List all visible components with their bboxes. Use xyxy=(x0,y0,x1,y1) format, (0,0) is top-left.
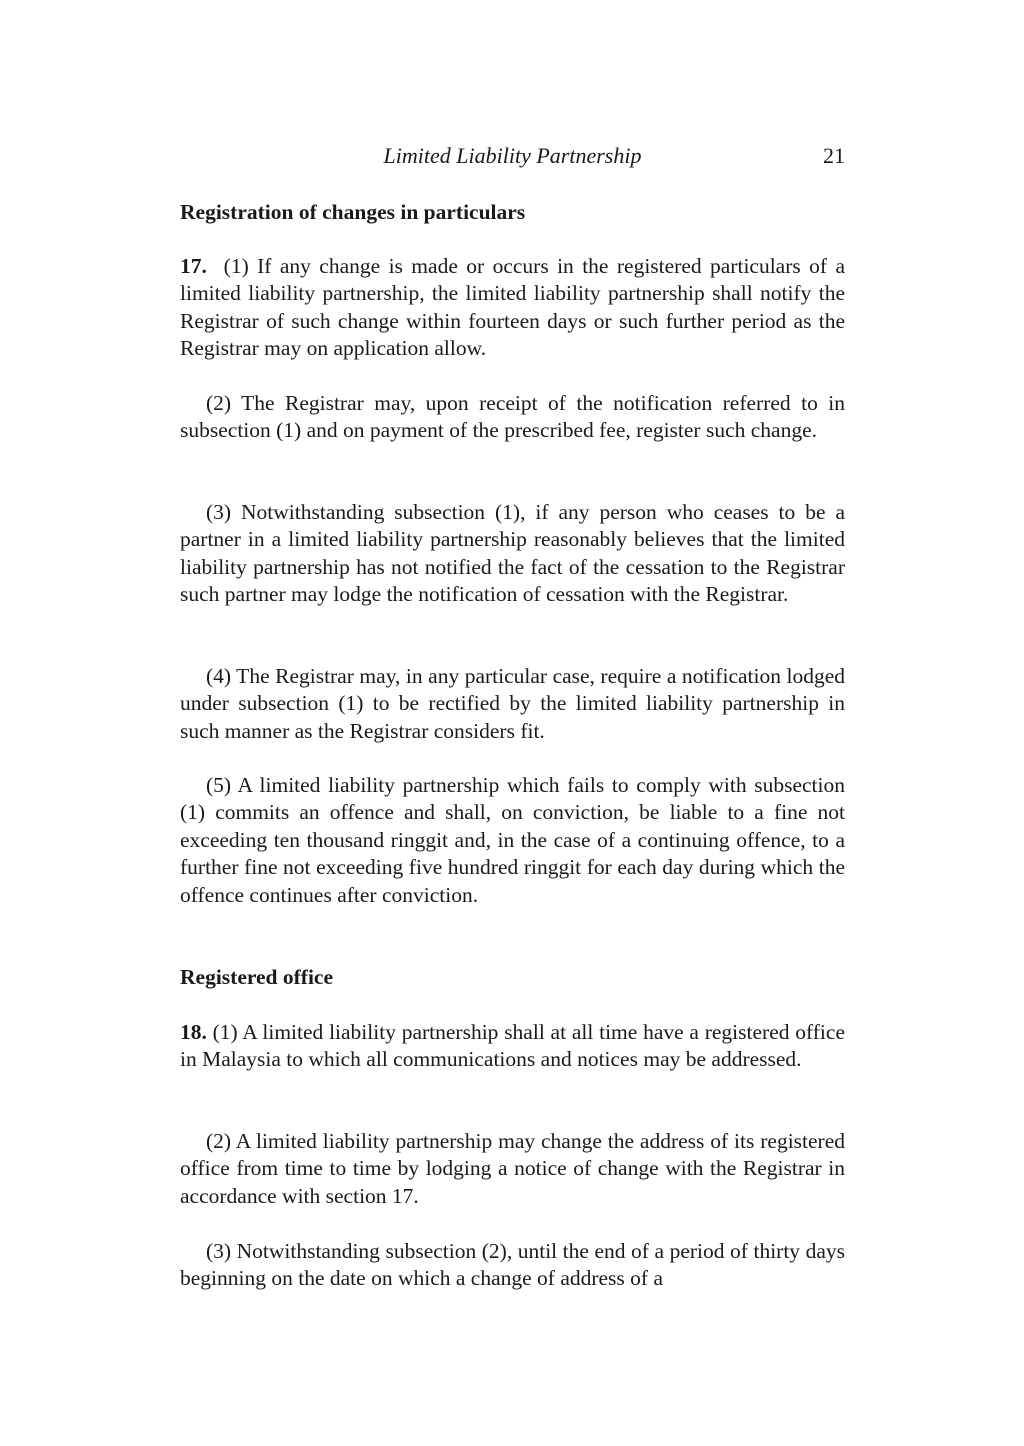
running-header xyxy=(180,142,845,172)
section-18-number: 18. xyxy=(180,1020,207,1044)
section-17-subsection-1-text: (1) If any change is made or occurs in the registered particulars of a limited liability partnership, the limited liability partnership shall notify the Registrar of such change within fourteen days or such further period as the Registrar may on application allow. xyxy=(180,254,845,361)
section-17-subsection-3: (3) Notwithstanding subsection (1), if any person who ceases to be a partner in a limited liability partnership reasonably believes that the limited liability partnership has not notified the fact of the cessation to the Registrar such partner may lodge the notification of cessation with the Registrar. xyxy=(180,500,845,607)
section-18-heading: Registered office xyxy=(180,965,334,989)
section-17-subsection-4: (4) The Registrar may, in any particular case, require a notification lodged under subsection (1) to be rectified by the limited liability partnership in such manner as the Registrar considers fit. xyxy=(180,664,845,743)
section-18-subsection-1-text: (1) A limited liability partnership shall at all time have a registered office in Malaysia to which all communications and notices may be addressed. xyxy=(180,1020,845,1072)
document-page xyxy=(180,0,845,1446)
section-18-subsection-1 xyxy=(180,1019,845,1074)
section-18-subsection-3: (3) Notwithstanding subsection (2), until the end of a period of thirty days beginning on the date on which a change of address of a xyxy=(180,1239,845,1291)
section-17-subsection-2: (2) The Registrar may, upon receipt of the notification referred to in subsection (1) and on payment of the prescribed fee, register such change. xyxy=(180,391,845,443)
running-title: Limited Liability Partnership xyxy=(383,143,642,168)
section-18-subsection-2: (2) A limited liability partnership may change the address of its registered office from time to time by lodging a notice of change with the Registrar in accordance with section 17. xyxy=(180,1129,845,1208)
section-17-heading: Registration of changes in particulars xyxy=(180,200,526,224)
section-17-number: 17. xyxy=(180,254,207,278)
page-number: 21 xyxy=(823,143,845,168)
section-17-subsection-5: (5) A limited liability partnership which fails to comply with subsection (1) commits an offence and shall, on conviction, be liable to a fine not exceeding ten thousand ringgit and, in the case of a continuing offence, to a further fine not exceeding five hundred ringgit for each day during which the offence continues after conviction. xyxy=(180,773,845,907)
section-17-subsection-1 xyxy=(180,253,845,363)
